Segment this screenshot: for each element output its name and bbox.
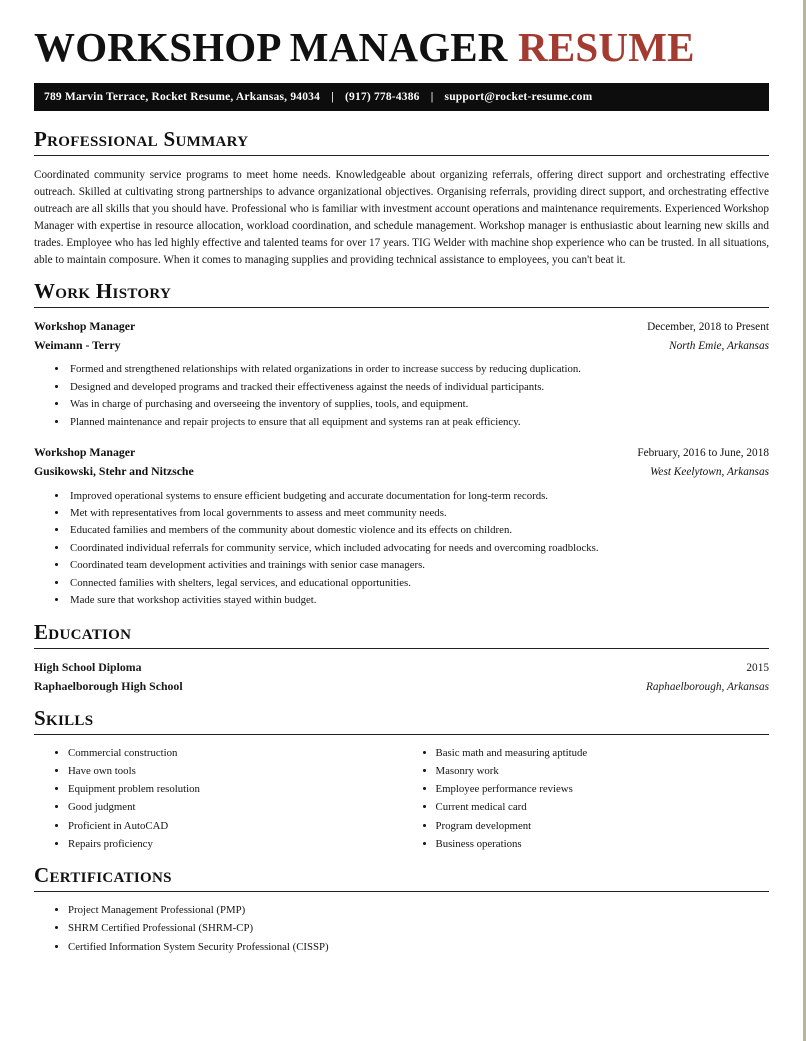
- list-item: • Formed and strengthened relationships with related organizations in order to increase success by reducing duplication.: [68, 361, 769, 378]
- list-item: • Coordinated individual referrals for community service, which included advocating for needs and overcoming roadblocks.: [68, 540, 769, 557]
- job-title: Workshop Manager: [34, 319, 136, 334]
- contact-separator-2: |: [430, 91, 434, 104]
- list-item: • Equipment problem resolution: [68, 780, 402, 798]
- job-company-row: [34, 336, 769, 355]
- section-divider: [34, 734, 769, 735]
- job-date: February, 2016 to June, 2018: [637, 447, 769, 460]
- list-item: • Good judgment: [68, 798, 402, 816]
- education-school: Raphaelborough High School: [34, 678, 183, 693]
- section-divider: [34, 648, 769, 649]
- job-bullet-list: [34, 361, 769, 431]
- work-history-entry: [34, 443, 769, 610]
- skills-column-left: [34, 744, 402, 853]
- certifications-list: [34, 901, 769, 957]
- list-item: • Masonry work: [436, 762, 770, 780]
- skills-list: [402, 744, 770, 853]
- section-title-skills: Skills: [34, 706, 94, 731]
- job-company: Weimann - Terry: [34, 338, 121, 353]
- list-item: • Repairs proficiency: [68, 835, 402, 853]
- job-header-row: [34, 443, 769, 462]
- education-year: 2015: [746, 661, 769, 674]
- list-item: • Made sure that workshop activities stayed within budget.: [68, 592, 769, 609]
- skills-columns: [34, 744, 769, 853]
- education-degree: High School Diploma: [34, 659, 142, 674]
- section-title-work-history: Work History: [34, 279, 172, 304]
- summary-text: Coordinated community service programs to meet home needs. Knowledgeable about organizing referrals, offering direct support and orchestrating effective outreach. Skilled at cultivating strong partnerships to advance organizational objectives. Organising referrals, providing direct support, and orchestrating effective outreach are all skills that you should have. Professional who is familiar with investment account operations and maintenance requirements. Experienced Workshop Manager with expertise in resource allocation, workload coordination, and schedule management. Workshop manager is enthusiastic about learning new skills and trades. Employee who has led highly effective and talented teams for over 17 years. TIG Welder with machine shop experience who can be trusted. In all situations, able to maintain composure. When it comes to managing supplies and providing technical assistance to employees, you can't beat it.: [34, 169, 769, 267]
- job-location: North Emie, Arkansas: [669, 340, 769, 353]
- education-school-row: [34, 677, 769, 696]
- list-item: • Planned maintenance and repair projects to ensure that all equipment and systems ran at peak efficiency.: [68, 414, 769, 431]
- list-item: • Basic math and measuring aptitude: [436, 744, 770, 762]
- job-company: Gusikowski, Stehr and Nitzsche: [34, 464, 194, 479]
- list-item: • Business operations: [436, 835, 770, 853]
- section-work-history: [34, 279, 769, 610]
- job-location: West Keelytown, Arkansas: [650, 466, 769, 479]
- section-title-summary: Professional Summary: [34, 127, 249, 152]
- list-item: • Educated families and members of the community about domestic violence and its effects on children.: [68, 522, 769, 539]
- work-history-entry: [34, 317, 769, 431]
- list-item: • Commercial construction: [68, 744, 402, 762]
- education-degree-row: [34, 658, 769, 677]
- section-certifications: [34, 863, 769, 957]
- job-bullet-list: [34, 488, 769, 610]
- section-title-education: Education: [34, 619, 132, 644]
- skills-column-right: [402, 744, 770, 853]
- education-location: Raphaelborough, Arkansas: [645, 680, 769, 693]
- contact-separator-1: |: [331, 91, 334, 104]
- list-item: • Certified Information System Security Professional (CISSP): [68, 938, 769, 957]
- section-professional-summary: [34, 127, 769, 269]
- list-item: • Met with representatives from local governments to assess and meet community needs.: [68, 505, 769, 522]
- page-title-accent: RESUME: [518, 24, 695, 70]
- section-divider: [34, 307, 769, 308]
- list-item: • Have own tools: [68, 762, 402, 780]
- list-item: • Coordinated team development activities and trainings with senior case managers.: [68, 557, 769, 574]
- section-education: [34, 620, 769, 696]
- list-item: • Current medical card: [436, 798, 770, 816]
- job-title: Workshop Manager: [34, 445, 136, 460]
- list-item: • Connected families with shelters, legal services, and educational opportunities.: [68, 575, 769, 592]
- list-item: • Was in charge of purchasing and overseeing the inventory of supplies, tools, and equipment.: [68, 396, 769, 413]
- list-item: • Project Management Professional (PMP): [68, 901, 769, 920]
- list-item: • Improved operational systems to ensure efficient budgeting and accurate documentation for long-term records.: [68, 488, 769, 505]
- job-company-row: [34, 462, 769, 481]
- list-item: • Program development: [436, 817, 770, 835]
- list-item: • SHRM Certified Professional (SHRM-CP): [68, 919, 769, 938]
- contact-phone: (917) 778-4386: [344, 91, 420, 104]
- section-skills: [34, 706, 769, 853]
- job-header-row: [34, 317, 769, 336]
- contact-address: 789 Marvin Terrace, Rocket Resume, Arkansas, 94034: [44, 91, 321, 104]
- contact-bar: [34, 83, 769, 111]
- skills-list: [34, 744, 402, 853]
- section-title-certifications: Certifications: [34, 862, 172, 887]
- page-title: [34, 26, 769, 69]
- list-item: • Designed and developed programs and tracked their effectiveness against the needs of individual participants.: [68, 379, 769, 396]
- list-item: • Employee performance reviews: [436, 780, 770, 798]
- page-title-main: WORKSHOP MANAGER: [34, 24, 508, 70]
- job-date: December, 2018 to Present: [647, 321, 769, 334]
- section-divider: [34, 891, 769, 892]
- list-item: • Proficient in AutoCAD: [68, 817, 402, 835]
- education-entry: [34, 658, 769, 696]
- section-divider: [34, 155, 769, 156]
- contact-email[interactable]: support@rocket-resume.com: [444, 91, 593, 104]
